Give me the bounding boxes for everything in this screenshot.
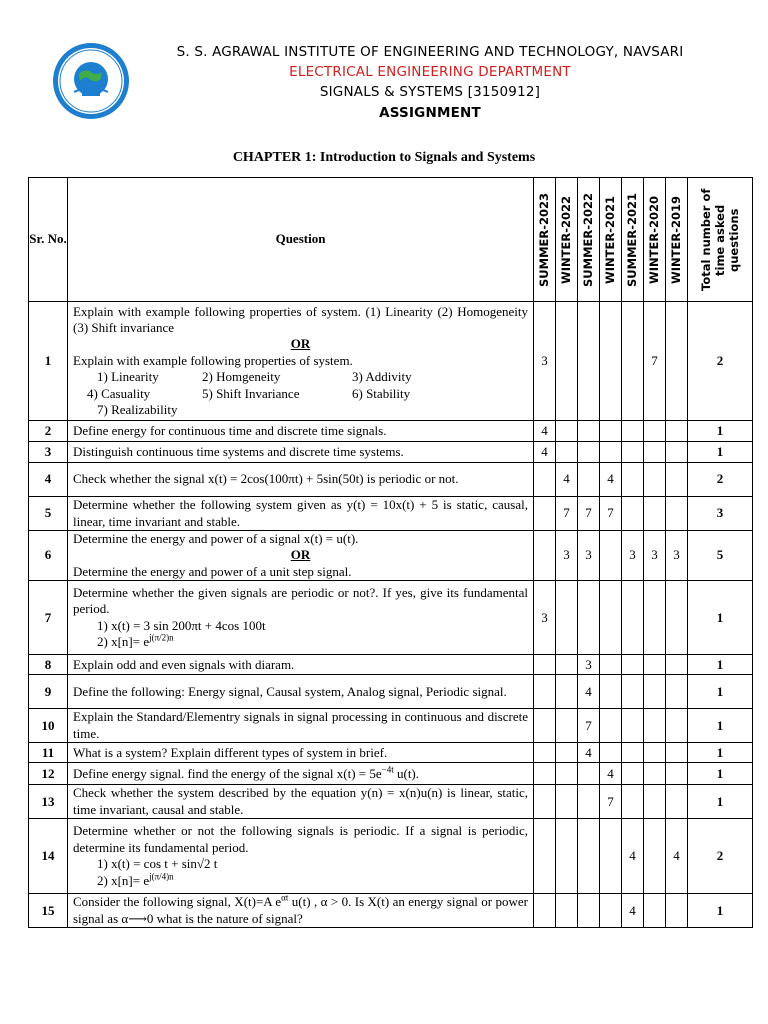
marks-cell: 3	[578, 531, 600, 581]
marks-cell: 3	[556, 531, 578, 581]
sr-no: 15	[29, 894, 68, 928]
question-cell: What is a system? Explain different types of system in brief.	[68, 743, 534, 763]
marks-cell	[666, 743, 688, 763]
marks-cell	[534, 819, 556, 894]
col-exam: SUMMER-2023	[534, 178, 556, 302]
sr-no: 5	[29, 497, 68, 531]
table-row	[29, 302, 753, 421]
marks-cell	[666, 421, 688, 442]
question-cell: Define energy signal. find the energy of the signal $x(t) = 5e^{-4t}$ u(t).	[68, 763, 534, 785]
marks-cell: 4	[622, 894, 644, 928]
marks-cell	[556, 819, 578, 894]
total-count: 1	[688, 442, 753, 463]
marks-cell: 3	[622, 531, 644, 581]
marks-cell	[644, 421, 666, 442]
table-row	[29, 894, 753, 928]
marks-cell	[622, 581, 644, 655]
marks-cell	[644, 463, 666, 497]
question-text: Determine whether the given signals are periodic or not?. If yes, give its fundamental period.	[73, 584, 528, 617]
marks-cell	[622, 497, 644, 531]
total-count: 2	[688, 463, 753, 497]
total-count: 5	[688, 531, 753, 581]
marks-cell	[578, 763, 600, 785]
table-row	[29, 497, 753, 531]
list-item: 1) x(t) = 3 sin 200πt + 4cos 100t	[97, 617, 266, 633]
marks-cell: 3	[534, 302, 556, 421]
marks-cell	[666, 785, 688, 819]
marks-cell	[556, 785, 578, 819]
marks-cell	[600, 675, 622, 709]
marks-cell	[556, 421, 578, 442]
marks-cell	[622, 709, 644, 743]
marks-cell	[600, 894, 622, 928]
marks-cell: 4	[600, 463, 622, 497]
marks-cell: 4	[534, 421, 556, 442]
marks-cell	[534, 763, 556, 785]
institute-name: S. S. AGRAWAL INSTITUTE OF ENGINEERING AND TECHNOLOGY, NAVSARI	[176, 44, 684, 60]
marks-cell: 4	[666, 819, 688, 894]
sr-no: 11	[29, 743, 68, 763]
marks-cell	[622, 655, 644, 675]
marks-cell	[622, 463, 644, 497]
marks-cell	[644, 442, 666, 463]
sr-no: 14	[29, 819, 68, 894]
list-item: 6) Stability	[352, 385, 411, 401]
total-count: 1	[688, 675, 753, 709]
list-item: 7) Realizability	[97, 402, 178, 418]
marks-cell	[644, 763, 666, 785]
total-count: 2	[688, 819, 753, 894]
question-cell: Consider the following signal, X(t)=A $e^{\alpha t}$ u(t) , α > 0. Is X(t) an energy signal or power signal as α⟶0 what is the nature of signal?	[68, 894, 534, 928]
marks-cell	[666, 497, 688, 531]
marks-cell: 4	[622, 819, 644, 894]
marks-cell: 7	[600, 785, 622, 819]
question-cell: Distinguish continuous time systems and discrete time systems.	[68, 442, 534, 463]
marks-cell	[644, 675, 666, 709]
chapter-title: CHAPTER 1: Introduction to Signals and Systems	[232, 150, 536, 165]
marks-cell: 4	[556, 463, 578, 497]
marks-cell	[666, 763, 688, 785]
marks-cell	[644, 655, 666, 675]
marks-cell	[600, 819, 622, 894]
list-item: 2) $x[n]= e^{j(\pi/4)n}$	[97, 871, 174, 888]
marks-cell	[534, 497, 556, 531]
sr-no: 8	[29, 655, 68, 675]
marks-cell	[534, 531, 556, 581]
marks-cell	[578, 442, 600, 463]
marks-cell: 3	[534, 581, 556, 655]
marks-cell	[622, 743, 644, 763]
marks-cell	[578, 463, 600, 497]
col-exam: SUMMER-2021	[622, 178, 644, 302]
marks-cell	[578, 421, 600, 442]
table-row	[29, 463, 753, 497]
marks-cell	[556, 675, 578, 709]
marks-cell: 7	[578, 709, 600, 743]
or-label: OR	[290, 336, 311, 352]
marks-cell	[578, 819, 600, 894]
marks-cell	[666, 709, 688, 743]
question-cell: Explain the Standard/Elementry signals in signal processing in continuous and discrete time.	[68, 709, 534, 743]
marks-cell	[666, 442, 688, 463]
marks-cell	[534, 785, 556, 819]
list-item: 3) Addivity	[352, 369, 412, 385]
question-cell: Check whether the system described by the equation y(n) = x(n)u(n) is linear, static, time invariant, causal and stable.	[68, 785, 534, 819]
question-cell: Define energy for continuous time and discrete time signals.	[68, 421, 534, 442]
question-cell: Check whether the signal x(t) = 2cos(100πt) + 5sin(50t) is periodic or not.	[68, 463, 534, 497]
marks-cell	[600, 421, 622, 442]
sr-no: 3	[29, 442, 68, 463]
sr-no: 1	[29, 302, 68, 421]
marks-cell	[600, 302, 622, 421]
marks-cell	[622, 442, 644, 463]
total-count: 1	[688, 894, 753, 928]
marks-cell	[644, 743, 666, 763]
col-exam: WINTER-2021	[600, 178, 622, 302]
marks-cell: 7	[578, 497, 600, 531]
question-text: Explain with example following properties of system.	[73, 352, 353, 368]
or-label: OR	[290, 547, 311, 563]
question-text: Explain with example following properties of system. (1) Linearity (2) Homogeneity (3) Shift invariance	[73, 303, 528, 335]
marks-cell	[600, 442, 622, 463]
marks-cell	[600, 531, 622, 581]
marks-cell	[600, 743, 622, 763]
marks-cell: 4	[600, 763, 622, 785]
marks-cell	[600, 581, 622, 655]
col-total: Total number of time asked questions	[688, 178, 753, 302]
list-item: 1) Linearity	[97, 369, 159, 385]
marks-cell	[556, 894, 578, 928]
marks-cell	[578, 302, 600, 421]
marks-cell	[534, 894, 556, 928]
sr-no: 7	[29, 581, 68, 655]
marks-cell: 7	[644, 302, 666, 421]
sr-no: 2	[29, 421, 68, 442]
marks-cell	[666, 894, 688, 928]
marks-cell	[666, 302, 688, 421]
table-row	[29, 531, 753, 581]
marks-cell	[622, 785, 644, 819]
marks-cell	[556, 302, 578, 421]
sr-no: 12	[29, 763, 68, 785]
marks-cell	[666, 655, 688, 675]
marks-cell	[600, 655, 622, 675]
list-item: 4) Casuality	[87, 385, 151, 401]
marks-cell	[534, 743, 556, 763]
table-row	[29, 785, 753, 819]
list-item: 2) Homgeneity	[202, 369, 281, 385]
marks-cell: 4	[534, 442, 556, 463]
marks-cell	[644, 785, 666, 819]
marks-cell	[534, 463, 556, 497]
table-row	[29, 442, 753, 463]
marks-cell	[622, 421, 644, 442]
sr-no: 6	[29, 531, 68, 581]
assignment-table	[28, 177, 753, 928]
marks-cell	[556, 655, 578, 675]
marks-cell	[666, 463, 688, 497]
col-exam: WINTER-2020	[644, 178, 666, 302]
total-count: 1	[688, 763, 753, 785]
marks-cell	[556, 442, 578, 463]
marks-cell: 4	[578, 743, 600, 763]
total-count: 3	[688, 497, 753, 531]
marks-cell	[622, 763, 644, 785]
marks-cell	[556, 581, 578, 655]
marks-cell	[644, 581, 666, 655]
marks-cell	[556, 743, 578, 763]
table-header-row	[29, 178, 753, 302]
marks-cell	[578, 581, 600, 655]
question-text: Determine the energy and power of a unit step signal.	[73, 563, 352, 579]
marks-cell	[578, 894, 600, 928]
marks-cell: 7	[556, 497, 578, 531]
marks-cell: 7	[600, 497, 622, 531]
table-row	[29, 743, 753, 763]
marks-cell	[600, 709, 622, 743]
total-count: 1	[688, 785, 753, 819]
list-item: 5) Shift Invariance	[202, 385, 300, 401]
question-text: Determine the energy and power of a signal x(t) = u(t).	[73, 531, 359, 546]
marks-cell	[644, 497, 666, 531]
total-count: 1	[688, 581, 753, 655]
marks-cell: 3	[644, 531, 666, 581]
table-row	[29, 709, 753, 743]
table-row	[29, 763, 753, 785]
marks-cell	[644, 709, 666, 743]
table-row	[29, 655, 753, 675]
question-text: Determine whether or not the following signals is periodic. If a signal is periodic, determine its fundamental period.	[73, 823, 528, 855]
total-count: 1	[688, 743, 753, 763]
institute-logo	[52, 42, 130, 120]
marks-cell	[556, 763, 578, 785]
table-row	[29, 581, 753, 655]
question-cell	[68, 581, 534, 655]
question-cell	[68, 531, 534, 581]
sr-no: 10	[29, 709, 68, 743]
document-type: ASSIGNMENT	[379, 105, 481, 121]
property-list	[73, 369, 528, 418]
table-row	[29, 819, 753, 894]
marks-cell: 3	[666, 531, 688, 581]
marks-cell	[534, 675, 556, 709]
list-item: 1) x(t) = cos t + sin√2 t	[97, 856, 218, 872]
marks-cell	[666, 581, 688, 655]
marks-cell	[578, 785, 600, 819]
marks-cell	[622, 675, 644, 709]
marks-cell: 4	[578, 675, 600, 709]
question-cell: Determine whether the following system given as y(t) = 10x(t) + 5 is static, causal, linear, time invariant and stable.	[68, 497, 534, 531]
question-cell: Define the following: Energy signal, Causal system, Analog signal, Periodic signal.	[68, 675, 534, 709]
col-exam: WINTER-2019	[666, 178, 688, 302]
sr-no: 13	[29, 785, 68, 819]
question-cell: Explain odd and even signals with diaram.	[68, 655, 534, 675]
col-exam: SUMMER-2022	[578, 178, 600, 302]
marks-cell	[644, 819, 666, 894]
col-sr-no: Sr. No.	[29, 178, 68, 302]
marks-cell	[534, 709, 556, 743]
question-cell	[68, 302, 534, 421]
subject-title: SIGNALS & SYSTEMS [3150912]	[319, 84, 541, 100]
total-count: 1	[688, 655, 753, 675]
table-row	[29, 675, 753, 709]
marks-cell	[644, 894, 666, 928]
marks-cell	[622, 302, 644, 421]
sr-no: 4	[29, 463, 68, 497]
total-count: 2	[688, 302, 753, 421]
total-count: 1	[688, 709, 753, 743]
marks-cell: 3	[578, 655, 600, 675]
question-cell	[68, 819, 534, 894]
marks-cell	[666, 675, 688, 709]
department-name: ELECTRICAL ENGINEERING DEPARTMENT	[289, 64, 571, 80]
col-exam: WINTER-2022	[556, 178, 578, 302]
total-count: 1	[688, 421, 753, 442]
marks-cell	[556, 709, 578, 743]
list-item: 2) $x[n]= e^{j(\pi/2)n}$	[97, 632, 174, 650]
sr-no: 9	[29, 675, 68, 709]
col-question: Question	[68, 178, 534, 302]
marks-cell	[534, 655, 556, 675]
table-row	[29, 421, 753, 442]
